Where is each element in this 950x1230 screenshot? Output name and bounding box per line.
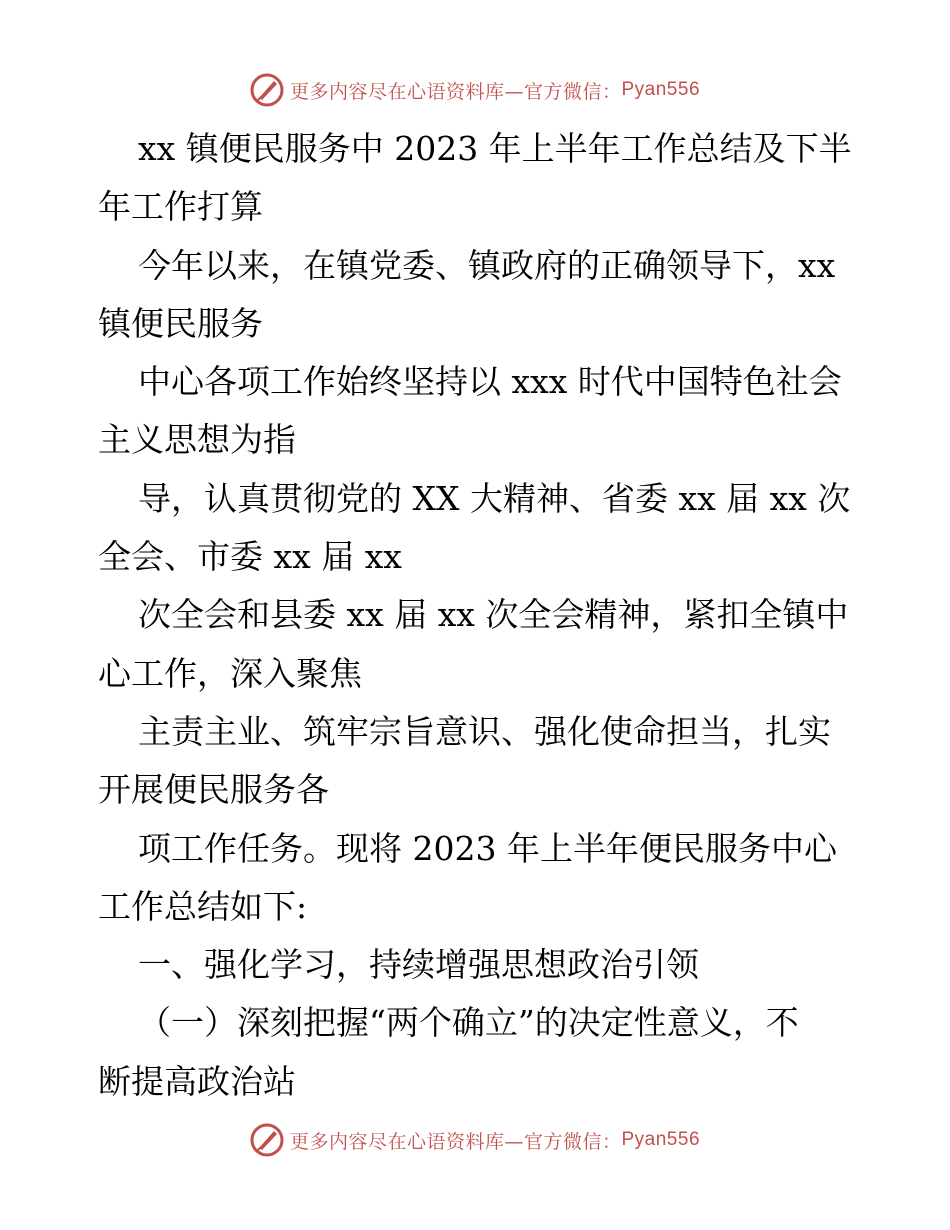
text-line: 开展便民服务各 — [98, 770, 329, 810]
watermark-header — [0, 70, 950, 110]
watermark-text: 更多内容尽在心语资料库—官方微信： — [289, 1130, 622, 1153]
text-line: 项工作任务。现将 2023 年上半年便民服务中心 — [138, 828, 837, 868]
text-line: 中心各项工作始终坚持以 xxx 时代中国特色社会 — [138, 362, 842, 402]
text-line: 一、强化学习，持续增强思想政治引领 — [138, 945, 699, 985]
text-line: 全会、市委 xx 届 xx — [98, 537, 402, 577]
text-line: 工作总结如下: — [98, 886, 308, 926]
text-line: 导，认真贯彻党的 XX 大精神、省委 xx 届 xx 次 — [138, 478, 851, 518]
text-line: （一）深刻把握“两个确立”的决定性意义，不 — [138, 1003, 799, 1043]
text-line: 次全会和县委 xx 届 xx 次全会精神，紧扣全镇中 — [138, 595, 849, 635]
paragraph — [98, 586, 858, 703]
watermark-wechat: Pyan556 — [621, 79, 701, 100]
paragraph — [98, 237, 858, 354]
text-line: 年工作打算 — [98, 187, 263, 227]
text-line: 主义思想为指 — [98, 420, 296, 460]
text-line: 心工作，深入聚焦 — [98, 653, 362, 693]
text-line: xx 镇便民服务中 2023 年上半年工作总结及下半 — [138, 129, 852, 168]
watermark-wechat: Pyan556 — [621, 1129, 701, 1150]
section-heading — [98, 936, 858, 994]
text-line: 今年以来，在镇党委、镇政府的正确领导下，xx — [138, 245, 836, 285]
paragraph — [98, 820, 858, 937]
paragraph — [98, 703, 858, 820]
document-body — [98, 120, 858, 1111]
text-line: 主责主业、筑牢宗旨意识、强化使命担当，扎实 — [138, 711, 831, 751]
quill-logo-icon — [250, 1123, 284, 1157]
document-title — [98, 120, 858, 237]
text-line: 断提高政治站 — [98, 1061, 296, 1101]
paragraph — [98, 470, 858, 587]
paragraph — [98, 353, 858, 470]
text-line: 镇便民服务 — [98, 303, 263, 343]
quill-logo-icon — [250, 73, 284, 107]
watermark-text: 更多内容尽在心语资料库—官方微信： — [289, 80, 622, 103]
subsection-heading — [98, 994, 858, 1111]
watermark-footer — [0, 1120, 950, 1160]
